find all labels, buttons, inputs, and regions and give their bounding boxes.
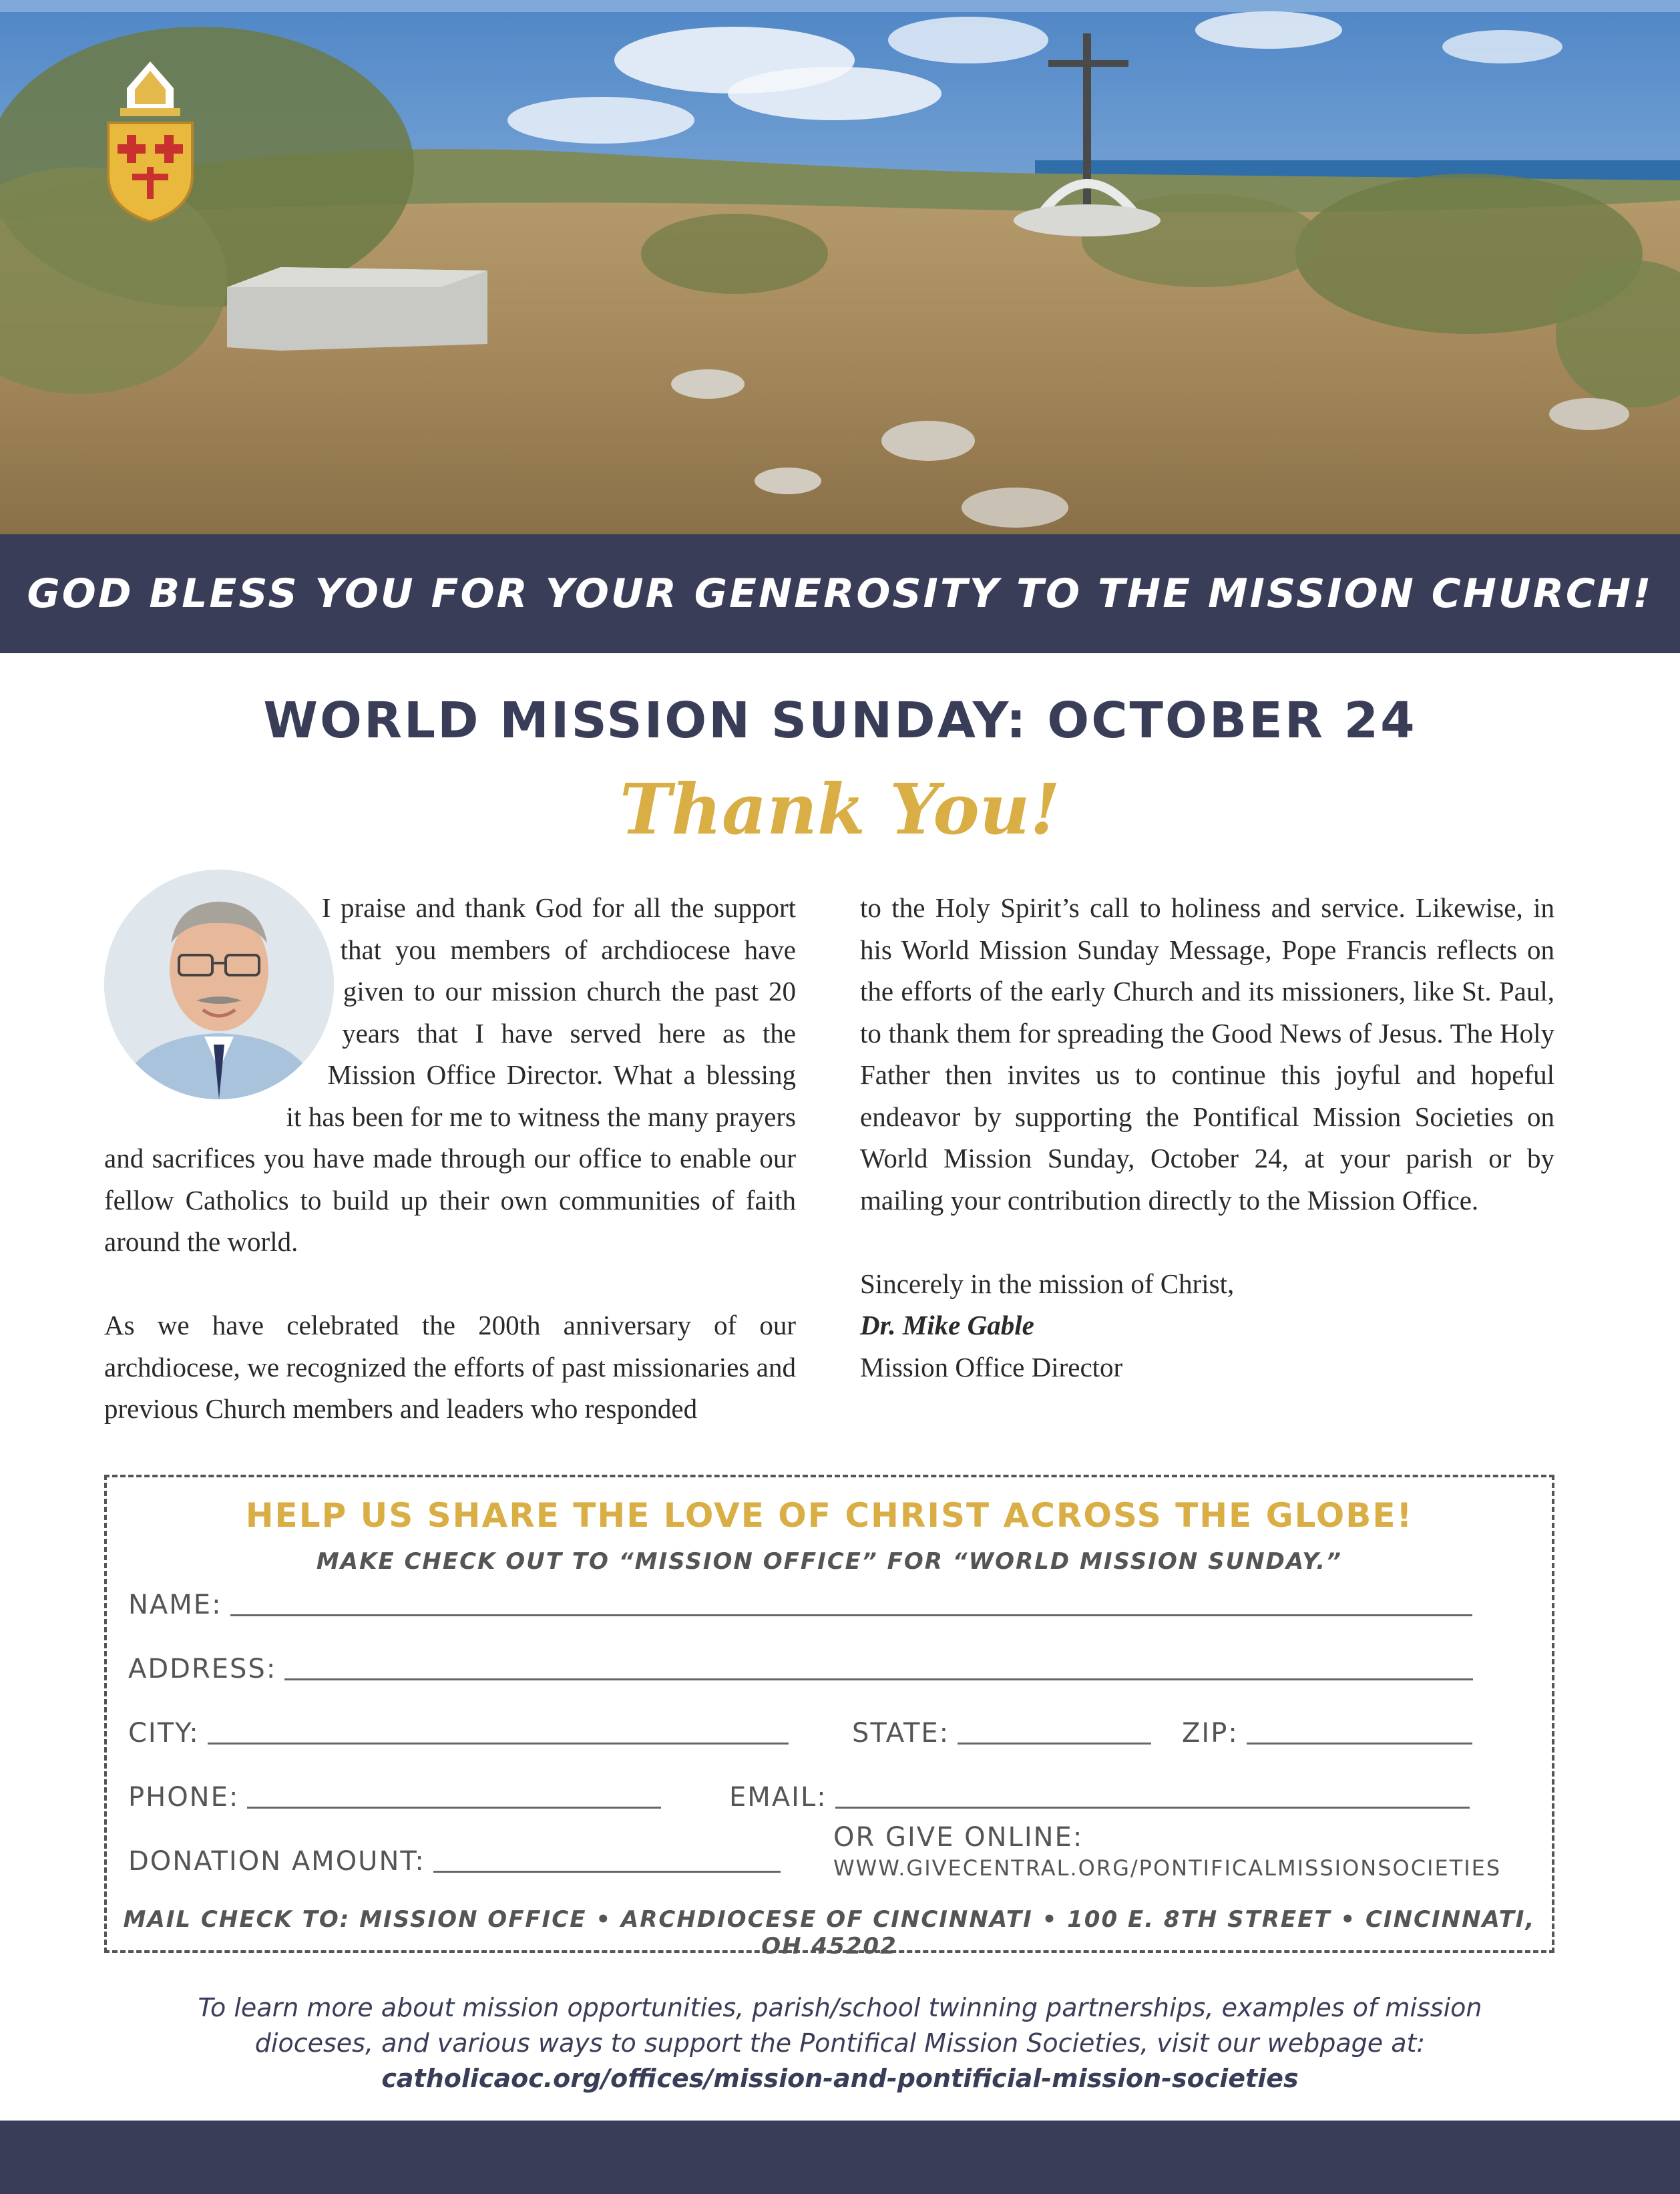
hero-photo	[0, 0, 1680, 534]
city-field[interactable]	[128, 1718, 789, 1749]
footer-line-2: dioceses, and various ways to support the Pontifical Mission Societies, visit our webpage at:	[254, 2028, 1426, 2058]
state-field[interactable]	[852, 1718, 1151, 1749]
letter-closing: Sincerely in the mission of Christ,	[860, 1268, 1235, 1299]
page-title: WORLD MISSION SUNDAY: OCTOBER 24	[263, 692, 1417, 749]
letter-paragraph: I praise and thank God for all the support that you members of archdiocese have given to our mission church the past 20 years that I have served here as the Mission Office Director. What a blessing it has been for me to witness the many prayers and sacrifices you have made through our office to enable our fellow Catholics to build up their own communities of faith around the world.	[104, 892, 796, 1257]
banner-text: GOD BLESS YOU FOR YOUR GENEROSITY TO THE MISSION CHURCH!	[27, 570, 1653, 617]
city-label: CITY:	[128, 1718, 200, 1749]
signer-title: Mission Office Director	[860, 1351, 1123, 1383]
zip-label: ZIP:	[1182, 1718, 1239, 1749]
letter-paragraph: to the Holy Spirit’s call to holiness and service. Likewise, in his World Mission Sunday Message, Pope Francis reflects on the efforts of the early Church and its missioners, like St. Paul, to thank them for spreading the Good News of Jesus. The Holy Father then invites us to continue this joyful and hopeful endeavor by supporting the Pontifical Mission Societies on World Mission Sunday, October 24, at your parish or by mailing your contribution directly to the Mission Office.	[860, 892, 1554, 1216]
thank-you-heading: Thank You!	[619, 768, 1061, 850]
city-line[interactable]	[208, 1743, 789, 1745]
state-line[interactable]	[958, 1743, 1151, 1745]
form-subtitle: MAKE CHECK OUT TO “MISSION OFFICE” FOR “WORLD MISSION SUNDAY.”	[316, 1548, 1343, 1575]
mail-address: MAIL CHECK TO: MISSION OFFICE • ARCHDIOCESE OF CINCINNATI • 100 E. 8TH STREET • CINCINNATI, OH 45202	[123, 1906, 1536, 1960]
footer-bar	[0, 2121, 1680, 2194]
give-online-label: OR GIVE ONLINE:	[833, 1822, 1084, 1853]
address-field[interactable]	[128, 1654, 1473, 1684]
email-label: EMAIL:	[729, 1782, 827, 1813]
footer-note	[0, 1990, 1680, 2096]
email-line[interactable]	[835, 1807, 1470, 1809]
name-label: NAME:	[128, 1590, 222, 1620]
director-portrait	[104, 870, 334, 1099]
email-field[interactable]	[729, 1782, 1470, 1813]
donation-label: DONATION AMOUNT:	[128, 1846, 425, 1877]
signer-name: Dr. Mike Gable	[860, 1310, 1034, 1340]
zip-field[interactable]	[1182, 1718, 1472, 1749]
landscape-image	[0, 0, 1680, 534]
phone-label: PHONE:	[128, 1782, 240, 1813]
state-label: STATE:	[852, 1718, 950, 1749]
zip-line[interactable]	[1247, 1743, 1472, 1745]
form-title: HELP US SHARE THE LOVE OF CHRIST ACROSS THE GLOBE!	[245, 1496, 1414, 1535]
phone-field[interactable]	[128, 1782, 661, 1813]
letter-right-column	[860, 887, 1554, 1388]
donation-amount-field[interactable]	[128, 1846, 781, 1877]
letter-left-column	[104, 887, 796, 1430]
donation-line[interactable]	[433, 1871, 781, 1873]
name-field[interactable]	[128, 1590, 1472, 1620]
thank-you-banner	[0, 534, 1680, 653]
give-online-link[interactable]: WWW.GIVECENTRAL.ORG/PONTIFICALMISSIONSOCIETIES	[833, 1855, 1502, 1881]
address-line[interactable]	[284, 1678, 1473, 1680]
address-label: ADDRESS:	[128, 1654, 277, 1684]
donation-form	[104, 1475, 1554, 1960]
footer-link[interactable]: catholicaoc.org/offices/mission-and-pontificial-mission-societies	[381, 2064, 1299, 2093]
name-line[interactable]	[230, 1614, 1472, 1616]
footer-line-1: To learn more about mission opportunities, parish/school twinning partnerships, examples of mission	[198, 1993, 1482, 2022]
letter-paragraph: As we have celebrated the 200th anniversary of our archdiocese, we recognized the efforts of past missionaries and previous Church members and leaders who responded	[104, 1310, 796, 1424]
archdiocese-crest-icon	[100, 61, 200, 222]
phone-line[interactable]	[247, 1807, 661, 1809]
